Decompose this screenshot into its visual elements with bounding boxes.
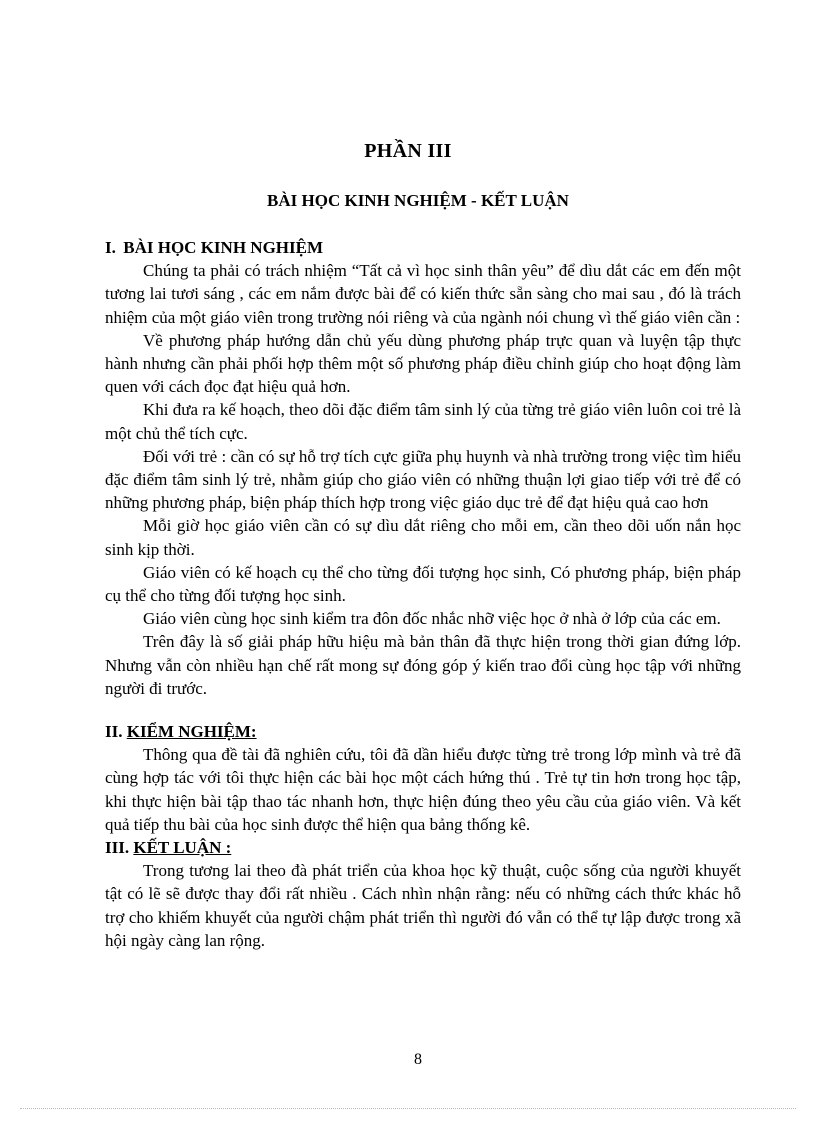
- section-3-paragraph: Trong tương lai theo đà phát triển của khoa học kỹ thuật, cuộc sống của người khuyết tật có lẽ sẽ được thay đổi rất nhiều . Cách nhìn nhận rằng: nếu có những cách thức khác hỗ trợ cho khiếm khuyết của người chậm phát triển thì người đó vẫn có thể tự lập được trong xã hội ngày càng lan rộng.: [105, 861, 741, 950]
- section-2-paragraph: Thông qua đề tài đã nghiên cứu, tôi đã dần hiểu được từng trẻ trong lớp mình và trẻ đã cùng hợp tác với tôi thực hiện các bài học một cách hứng thú . Trẻ tự tin hơn trong học tập, khi thực hiện bài tập thao tác nhanh hơn, thực hiện đúng theo yêu cầu của giáo viên. Và kết quả tiếp thu bài của học sinh được thể hiện qua bảng thống kê.: [105, 745, 741, 834]
- section-1-paragraph: Đối với trẻ : cần có sự hỗ trợ tích cực giữa phụ huynh và nhà trường trong việc tìm hiểu đặc điểm tâm sinh lý trẻ, nhằm giúp cho giáo viên có những thuận lợi giao tiếp với trẻ để có những phương pháp, biện pháp thích hợp trong việc giáo dục trẻ để đạt hiệu quả cao hơn: [105, 446, 741, 513]
- section-3-number: III.: [105, 838, 130, 858]
- part-title: PHẦN III: [364, 140, 452, 162]
- section-2-heading: [105, 720, 741, 743]
- section-3-heading: [105, 836, 741, 859]
- section-2-number: II.: [105, 722, 123, 742]
- page-number: 8: [414, 1051, 422, 1068]
- section-1-title: BÀI HỌC KINH NGHIỆM: [123, 238, 324, 257]
- section-2-title: KIỂM NGHIỆM:: [126, 722, 257, 742]
- main-title: BÀI HỌC KINH NGHIỆM - KẾT LUẬN: [267, 191, 569, 210]
- section-3-title: KẾT LUẬN :: [133, 838, 232, 858]
- section-1-heading: [105, 236, 741, 259]
- section-1-paragraph: Khi đưa ra kế hoạch, theo dõi đặc điểm tâm sinh lý của từng trẻ giáo viên luôn coi trẻ là một chủ thể tích cực.: [105, 400, 741, 443]
- document-body: [105, 236, 741, 952]
- section-1-paragraph: Về phương pháp hướng dẫn chủ yếu dùng phương pháp trực quan và luyện tập thực hành nhưng cần phải phối hợp thêm một số phương pháp điều chỉnh giúp cho hoạt động làm quen với cách đọc đạt hiệu quả hơn.: [105, 330, 741, 397]
- section-1-paragraph: Chúng ta phải có trách nhiệm “Tất cả vì học sinh thân yêu” để dìu dắt các em đến một tương lai tươi sáng , các em nắm được bài để có kiến thức sẵn sàng cho mai sau , đó là trách nhiệm của một giáo viên trong trường nói riêng và của ngành nói chung vì thế giáo viên cần :: [105, 261, 741, 327]
- page-bottom-divider: [20, 1108, 796, 1109]
- section-1-number: I.: [105, 238, 116, 257]
- section-1-paragraph: Mỗi giờ học giáo viên cần có sự dìu dắt riêng cho mỗi em, cần theo dõi uốn nắn học sinh kịp thời.: [105, 516, 741, 559]
- section-1-paragraph: Giáo viên cùng học sinh kiểm tra đôn đốc nhắc nhỡ việc học ở nhà ở lớp của các em.: [143, 609, 721, 629]
- section-1-paragraph: Trên đây là số giải pháp hữu hiệu mà bản thân đã thực hiện trong thời gian đứng lớp. Nhưng vẫn còn nhiều hạn chế rất mong sự đóng góp ý kiến trao đổi cùng học tập với những người đi trước.: [105, 632, 741, 698]
- section-1-paragraph: Giáo viên có kế hoạch cụ thể cho từng đối tượng học sinh, Có phương pháp, biện pháp cụ thể cho từng đối tượng học sinh.: [105, 562, 741, 606]
